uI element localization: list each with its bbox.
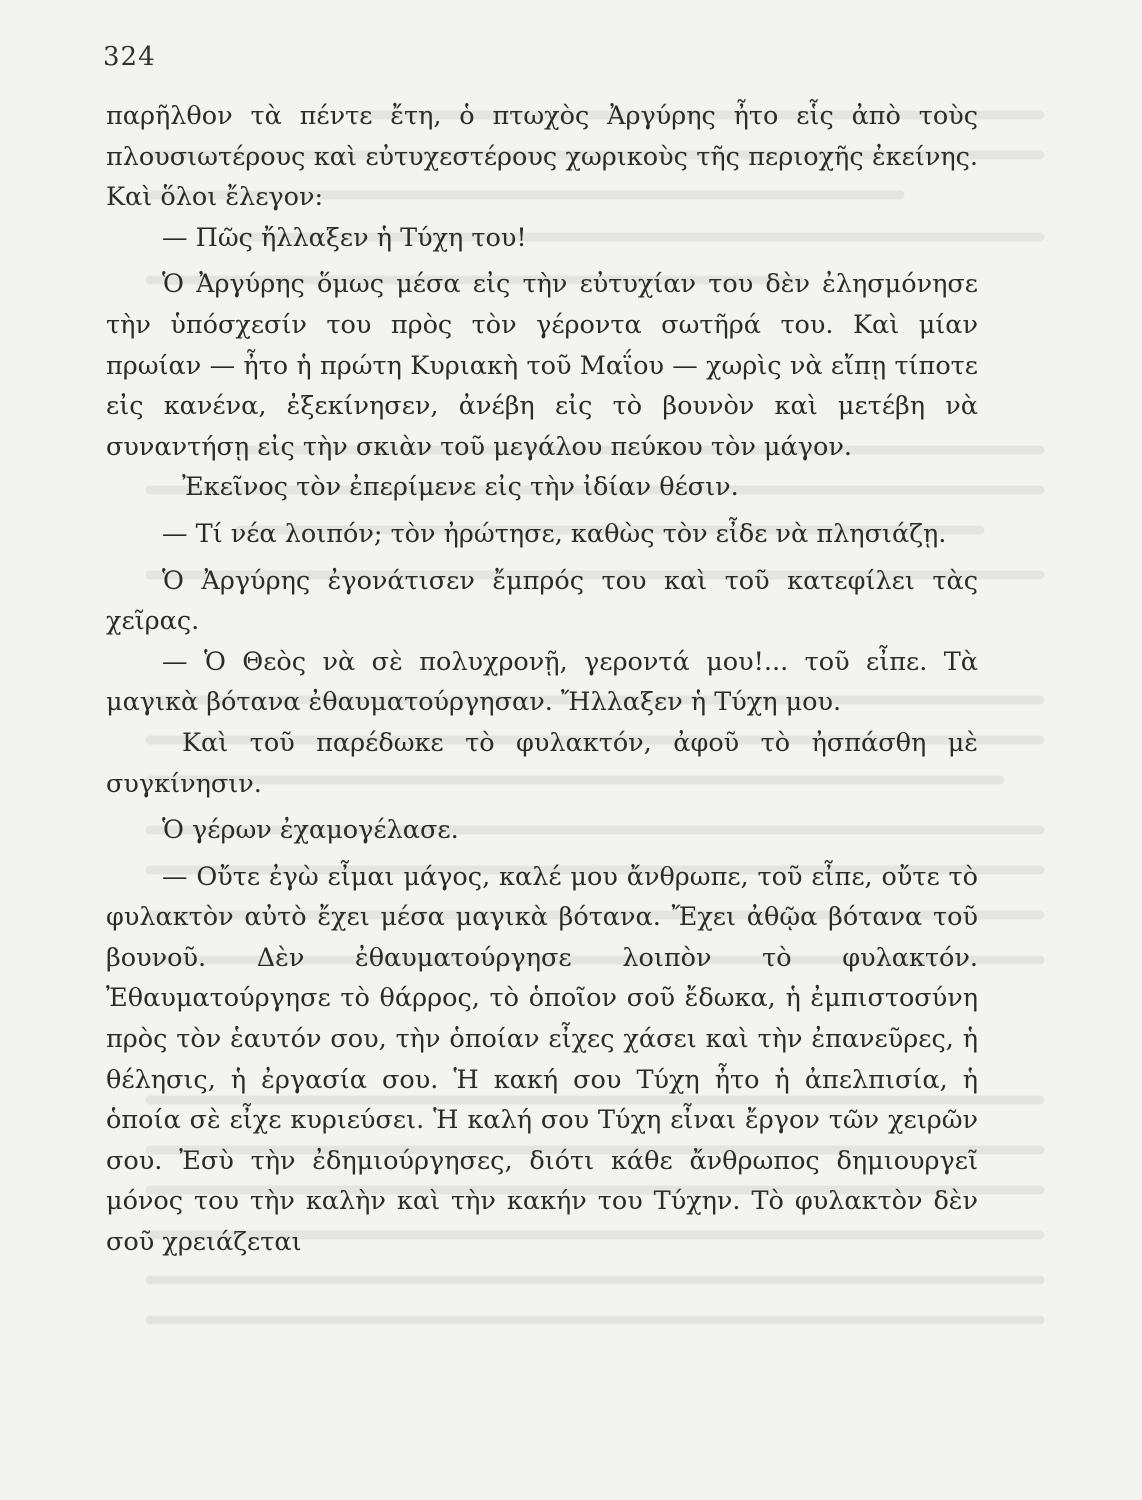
- paragraph-1: παρῆλθον τὰ πέντε ἔτη, ὁ πτωχὸς Ἀργύρης ἦτο εἷς ἀπὸ τοὺς πλουσιωτέρους καὶ εὐτυχεστέρους χωρικοὺς τῆς περιοχῆς ἐκείνης. Καὶ ὅλοι ἔλεγον:: [106, 101, 978, 213]
- paragraph-7: — Ὁ Θεὸς νὰ σὲ πολυχρονῇ, γεροντά μου!... τοῦ εἶπε. Τὰ μαγικὰ βότανα ἐθαυματούργησαν. Ἤλλαξεν ἡ Τύχη μου.: [106, 646, 978, 718]
- paragraph-4: Ἐκεῖνος τὸν ἐπερίμενε εἰς τὴν ἰδίαν θέσιν.: [182, 472, 739, 503]
- body-text: [106, 96, 978, 1263]
- paragraph-2: — Πῶς ἤλλαξεν ἡ Τύχη του!: [162, 222, 527, 253]
- paragraph-5: — Τί νέα λοιπόν; τὸν ἠρώτησε, καθὼς τὸν εἶδε νὰ πλησιάζῃ.: [162, 518, 947, 549]
- paragraph-8: Καὶ τοῦ παρέδωκε τὸ φυλακτόν, ἀφοῦ τὸ ἠσπάσθη μὲ συγκίνησιν.: [106, 727, 978, 799]
- paragraph-9: Ὁ γέρων ἐχαμογέλασε.: [162, 815, 459, 846]
- page-number: 324: [103, 42, 156, 72]
- paragraph-10: — Οὔτε ἐγὼ εἶμαι μάγος, καλέ μου ἄνθρωπε, τοῦ εἶπε, οὔτε τὸ φυλακτὸν αὐτὸ ἔχει μέσα μαγικὰ βότανα. Ἔχει ἀθῷα βότανα τοῦ βουνοῦ. Δὲν ἐθαυματούργησε λοιπὸν τὸ φυλακτόν. Ἐθαυματούργησε τὸ θάρρος, τὸ ὁποῖον σοῦ ἔδωκα, ἡ ἐμπιστοσύνη πρὸς τὸν ἑαυτόν σου, τὴν ὁποίαν εἶχες χάσει καὶ τὴν ἐπανεῦρες, ἡ θέλησις, ἡ ἐργασία σου. Ἡ κακή σου Τύχη ἦτο ἡ ἀπελπισία, ἡ ὁποία σὲ εἶχε κυριεύσει. Ἡ καλή σου Τύχη εἶναι ἔργον τῶν χειρῶν σου. Ἐσὺ τὴν ἐδημιούργησες, διότι κάθε ἄνθρωπος δημιουργεῖ μόνος του τὴν καλὴν καὶ τὴν κακήν του Τύχην. Τὸ φυλακτὸν δὲν σοῦ χρειάζεται: [106, 861, 978, 1258]
- paragraph-6: Ὁ Ἀργύρης ἐγονάτισεν ἔμπρός του καὶ τοῦ κατεφίλει τὰς χεῖρας.: [106, 565, 978, 637]
- paragraph-3: Ὁ Ἀργύρης ὅμως μέσα εἰς τὴν εὐτυχίαν του δὲν ἐλησμόνησε τὴν ὑπόσχεσίν του πρὸς τὸν γέροντα σωτῆρά του. Καὶ μίαν πρωίαν — ἦτο ἡ πρώτη Κυριακὴ τοῦ Μαΐου — χωρὶς νὰ εἴπῃ τίποτε εἰς κανένα, ἐξεκίνησεν, ἀνέβη εἰς τὸ βουνὸν καὶ μετέβη νὰ συναντήσῃ εἰς τὴν σκιὰν τοῦ μεγάλου πεύκου τὸν μάγον.: [106, 269, 978, 462]
